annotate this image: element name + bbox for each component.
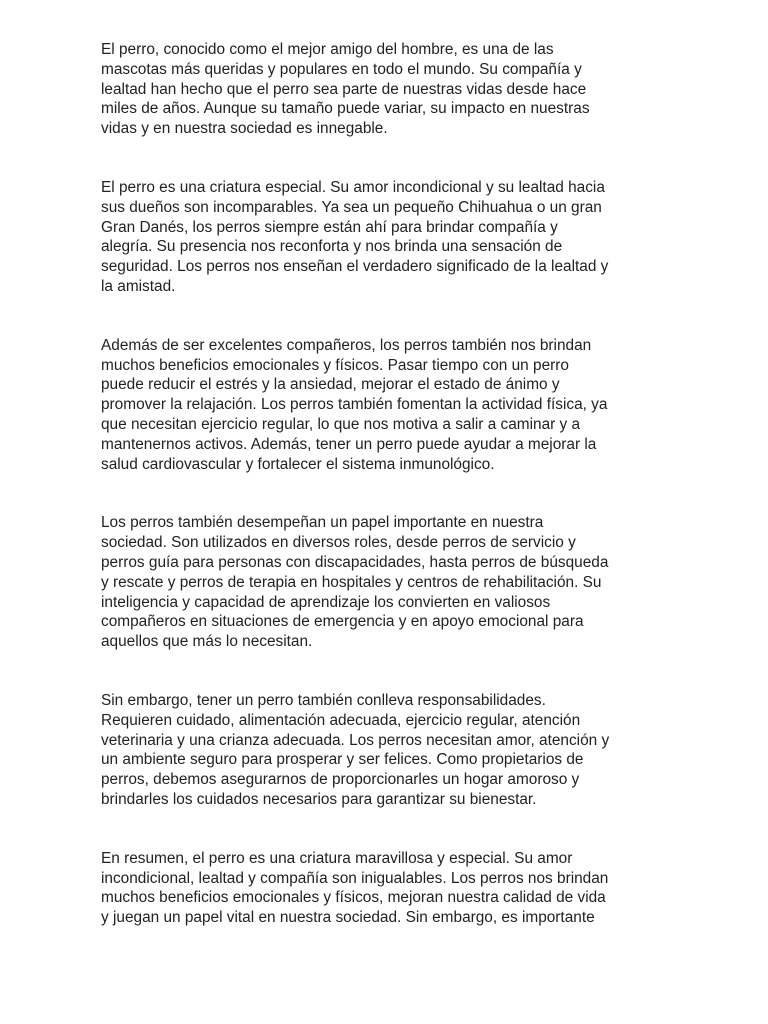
text-line: muchos beneficios emocionales y físicos. Pasar tiempo con un perro	[101, 356, 569, 374]
text-line: En resumen, el perro es una criatura maravillosa y especial. Su amor	[101, 849, 573, 867]
text-line: Requieren cuidado, alimentación adecuada, ejercicio regular, atención	[101, 711, 581, 729]
text-line: alegría. Su presencia nos reconforta y nos brinda una sensación de	[101, 238, 563, 256]
text-line: y juegan un papel vital en nuestra sociedad. Sin embargo, es importante	[101, 909, 595, 927]
text-line: compañeros en situaciones de emergencia y en apoyo emocional para	[101, 613, 584, 631]
paragraph-6	[101, 849, 661, 928]
text-line: puede reducir el estrés y la ansiedad, mejorar el estado de ánimo y	[101, 376, 560, 394]
text-line: muchos beneficios emocionales y físicos, mejoran nuestra calidad de vida	[101, 889, 606, 907]
text-line: perros guía para personas con discapacidades, hasta perros de búsqueda	[101, 553, 609, 571]
text-line: un ambiente seguro para prosperar y ser felices. Como propietarios de	[101, 751, 584, 769]
paragraph-5	[101, 691, 661, 810]
paragraph-2	[101, 178, 661, 297]
text-line: Sin embargo, tener un perro también conlleva responsabilidades.	[101, 691, 546, 709]
text-line: mantenernos activos. Además, tener un perro puede ayudar a mejorar la	[101, 435, 597, 453]
text-line: promover la relajación. Los perros también fomentan la actividad física, ya	[101, 396, 608, 414]
text-line: miles de años. Aunque su tamaño puede variar, su impacto en nuestras	[101, 100, 590, 118]
text-line: aquellos que más lo necesitan.	[101, 633, 313, 651]
text-line: El perro, conocido como el mejor amigo del hombre, es una de las	[101, 41, 554, 58]
text-line: la amistad.	[101, 277, 176, 295]
text-line: Además de ser excelentes compañeros, los perros también nos brindan	[101, 336, 592, 354]
text-line: sociedad. Son utilizados en diversos roles, desde perros de servicio y	[101, 534, 576, 552]
text-line: que necesitan ejercicio regular, lo que nos motiva a salir a caminar y a	[101, 415, 581, 433]
text-line: incondicional, lealtad y compañía son inigualables. Los perros nos brindan	[101, 869, 609, 887]
paragraph-3	[101, 336, 661, 475]
document-body	[101, 40, 661, 967]
text-line: salud cardiovascular y fortalecer el sistema inmunológico.	[101, 455, 495, 473]
text-line: perros, debemos asegurarnos de proporcionarles un hogar amoroso y	[101, 771, 580, 789]
text-line: y rescate y perros de terapia en hospitales y centros de rehabilitación. Su	[101, 573, 602, 591]
paragraph-4	[101, 513, 661, 652]
text-line: sus dueños son incomparables. Ya sea un pequeño Chihuahua o un gran	[101, 198, 602, 216]
text-line: veterinaria y una crianza adecuada. Los perros necesitan amor, atención y	[101, 731, 610, 749]
text-line: seguridad. Los perros nos enseñan el verdadero significado de la lealtad y	[101, 258, 609, 276]
text-line: mascotas más queridas y populares en todo el mundo. Su compañía y	[101, 60, 582, 78]
text-line: brindarles los cuidados necesarios para garantizar su bienestar.	[101, 790, 537, 808]
paragraph-1	[101, 40, 661, 139]
text-line: lealtad han hecho que el perro sea parte de nuestras vidas desde hace	[101, 80, 587, 98]
text-line: inteligencia y capacidad de aprendizaje los convierten en valiosos	[101, 593, 551, 611]
text-line: Los perros también desempeñan un papel importante en nuestra	[101, 514, 544, 532]
text-line: El perro es una criatura especial. Su amor incondicional y su lealtad hacia	[101, 178, 605, 196]
text-line: vidas y en nuestra sociedad es innegable.	[101, 120, 388, 138]
text-line: Gran Danés, los perros siempre están ahí para brindar compañía y	[101, 218, 558, 236]
